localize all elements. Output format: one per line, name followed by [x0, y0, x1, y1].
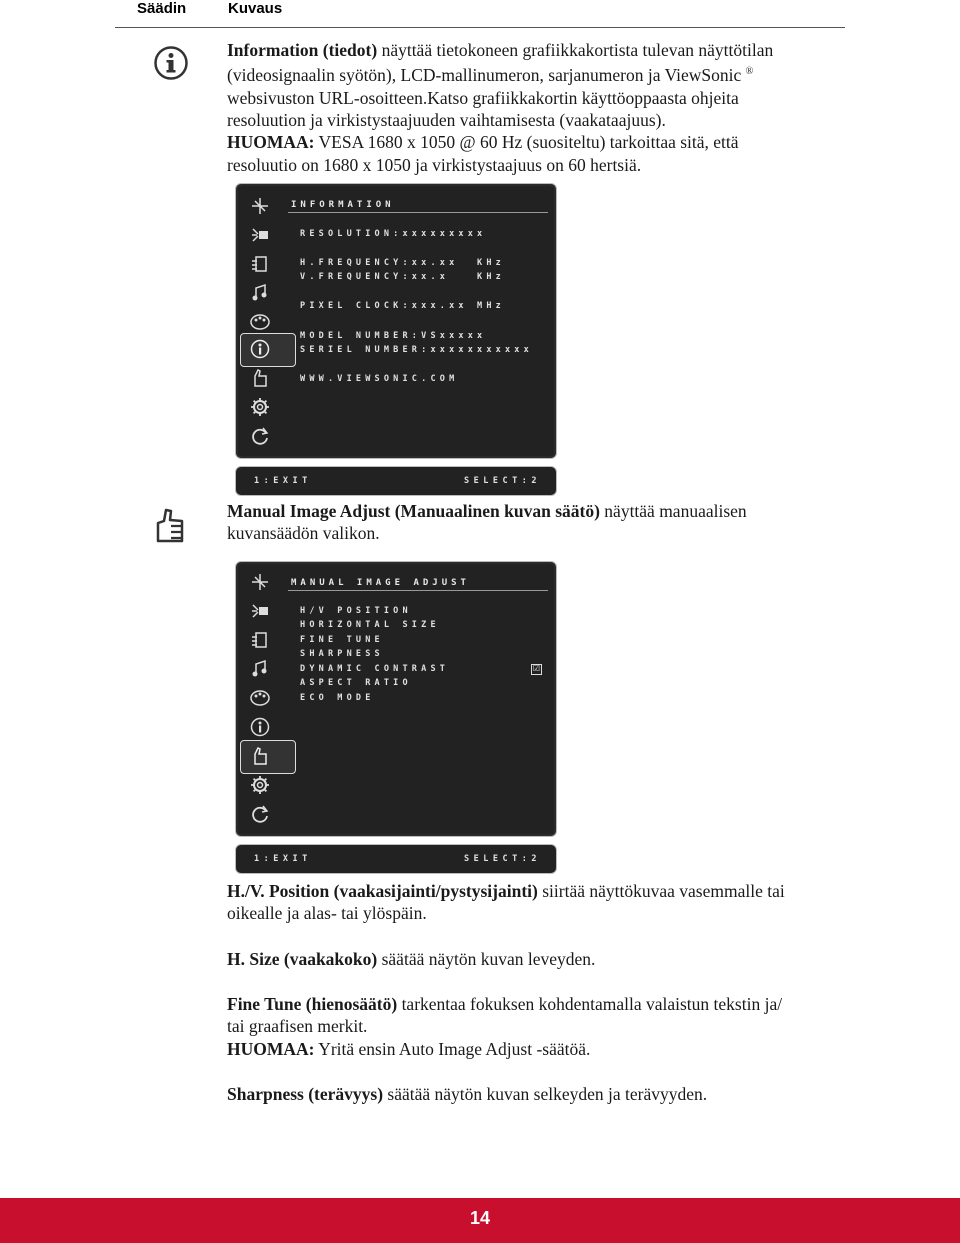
osd-title: MANUAL IMAGE ADJUST — [291, 578, 470, 588]
note-line-1: VESA 1680 x 1050 @ 60 Hz (suositeltu) tarkoittaa sitä, että — [314, 132, 739, 153]
hv-line-1: siirtää näyttökuvaa vasemmalle tai — [537, 881, 785, 901]
osd-hv-position: H/V POSITION — [300, 606, 412, 616]
information-icon — [249, 338, 271, 360]
osd-manual-image-adjust-menu — [235, 561, 557, 837]
manual-image-adjust-description — [227, 500, 747, 545]
osd-information-menu — [235, 183, 557, 459]
osd-footer-bar — [235, 844, 557, 874]
osd-serial-number: SERIEL NUMBER:xxxxxxxxxxx — [300, 345, 533, 355]
h-size-description — [227, 948, 595, 970]
fine-term: Fine Tune (hienosäätö) — [227, 994, 398, 1014]
info-line-3: websivuston URL-osoitteen.Katso grafiikkakortin käyttöoppaasta ohjeita — [227, 87, 739, 108]
osd-aspect-ratio: ASPECT RATIO — [300, 678, 412, 688]
information-description — [227, 39, 773, 176]
info-line-1: näyttää tietokoneen grafiikkakortista tulevan näyttötilan — [377, 40, 774, 60]
hv-term: H./V. Position (vaakasijainti/pystysijainti) — [227, 881, 538, 901]
info-line-4: resoluution ja virkistystaajuuden vaihtamisesta (vaakataajuus). — [227, 110, 666, 131]
header-divider — [115, 27, 845, 28]
exit-hint: 1:EXIT — [254, 854, 312, 864]
note-label: HUOMAA: — [227, 1038, 315, 1059]
page-footer — [0, 1198, 960, 1243]
osd-title: INFORMATION — [291, 200, 395, 210]
audio-adjust-icon — [249, 658, 271, 680]
fine-line-1: tarkentaa fokuksen kohdentamalla valaistun tekstin ja/ — [397, 994, 783, 1014]
select-hint: SELECT:2 — [464, 476, 541, 486]
manual-image-adjust-icon — [249, 745, 271, 767]
auto-adjust-icon — [249, 571, 271, 593]
information-icon — [153, 45, 189, 81]
auto-adjust-icon — [249, 195, 271, 217]
information-icon — [249, 716, 271, 738]
memory-recall-icon — [249, 803, 271, 825]
setup-menu-icon — [249, 774, 271, 796]
page-number: 14 — [469, 1208, 491, 1228]
hv-position-description — [227, 880, 785, 925]
osd-fine-tune: FINE TUNE — [300, 635, 384, 645]
note-line-2: resoluutio on 1680 x 1050 ja virkistystaajuus on 60 hertsiä. — [227, 154, 642, 175]
fine-line-2: tai graafisen merkit. — [227, 1016, 368, 1037]
hsize-term: H. Size (vaakakoko) — [227, 949, 378, 969]
manual-image-adjust-icon — [249, 367, 271, 389]
exit-hint: 1:EXIT — [254, 476, 312, 486]
osd-sharpness: SHARPNESS — [300, 649, 384, 659]
osd-eco-mode: ECO MODE — [300, 693, 375, 703]
fine-tune-description — [227, 993, 782, 1060]
audio-adjust-icon — [249, 282, 271, 304]
column-header-control: Säädin — [137, 0, 187, 17]
note-label: HUOMAA: — [227, 132, 315, 153]
osd-title-rule — [288, 590, 548, 591]
hv-line-2: oikealle ja alas- tai ylöspäin. — [227, 903, 427, 924]
osd-pixel-clock: PIXEL CLOCK:xxx.xx MHz — [300, 301, 505, 311]
information-term: Information (tiedot) — [227, 40, 378, 60]
sharp-term: Sharpness (terävyys) — [227, 1084, 384, 1104]
manual-line-2: kuvansäädön valikon. — [227, 523, 380, 544]
setup-menu-icon — [249, 396, 271, 418]
osd-model-number: MODEL NUMBER:VSxxxxx — [300, 331, 487, 341]
osd-title-rule — [288, 212, 548, 213]
color-adjust-icon — [249, 687, 271, 709]
osd-resolution: RESOLUTION:xxxxxxxxx — [300, 229, 487, 239]
osd-h-frequency: H.FREQUENCY:xx.xx KHz — [300, 258, 505, 268]
osd-footer-bar — [235, 466, 557, 496]
input-select-icon — [249, 629, 271, 651]
registered-mark: ® — [745, 66, 754, 78]
input-select-icon — [249, 253, 271, 275]
osd-dynamic-contrast: DYNAMIC CONTRAST — [300, 664, 450, 674]
sharp-line-1: säätää näytön kuvan selkeyden ja terävyyden. — [383, 1084, 708, 1104]
select-hint: SELECT:2 — [464, 854, 541, 864]
info-line-2: (videosignaalin syötön), LCD-mallinumeron, sarjanumeron ja ViewSonic — [227, 65, 742, 86]
color-adjust-icon — [249, 311, 271, 333]
manual-image-adjust-icon — [153, 506, 189, 544]
contrast-brightness-icon — [249, 224, 271, 246]
osd-website: WWW.VIEWSONIC.COM — [300, 374, 459, 384]
contrast-brightness-icon — [249, 600, 271, 622]
osd-horizontal-size: HORIZONTAL SIZE — [300, 620, 440, 630]
sharpness-description — [227, 1083, 707, 1105]
osd-v-frequency: V.FREQUENCY:xx.x KHz — [300, 272, 505, 282]
dynamic-contrast-checkbox: ☑ — [532, 664, 541, 673]
manual-line-1: näyttää manuaalisen — [599, 501, 747, 521]
column-header-description: Kuvaus — [228, 0, 283, 17]
fine-note: Yritä ensin Auto Image Adjust -säätöä. — [314, 1038, 591, 1059]
memory-recall-icon — [249, 425, 271, 447]
manual-term: Manual Image Adjust (Manuaalinen kuvan säätö) — [227, 501, 600, 521]
hsize-line-1: säätää näytön kuvan leveyden. — [377, 949, 596, 969]
